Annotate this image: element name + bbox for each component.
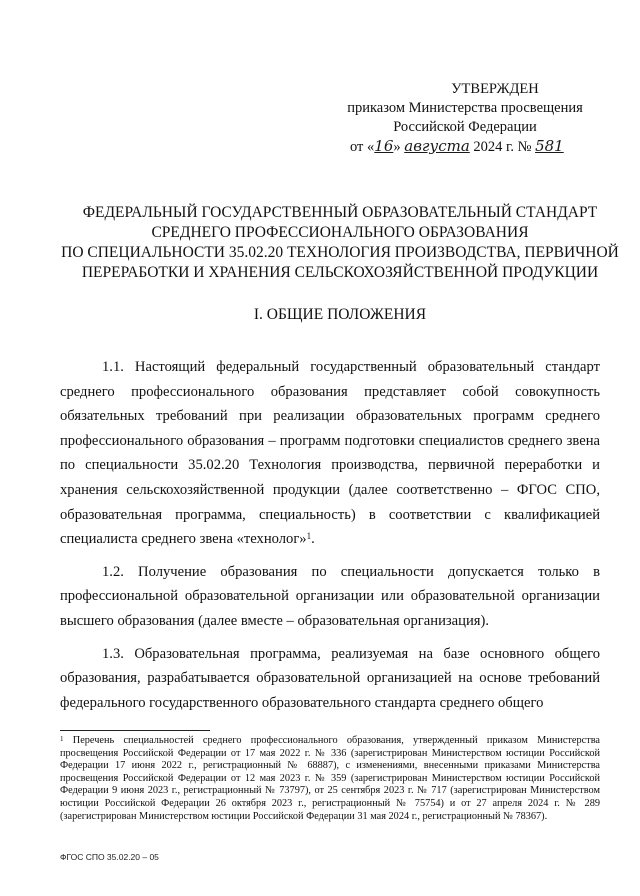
approval-block [330,80,600,157]
paragraph-1-3: 1.3. Образовательная программа, реализуемая на базе основного общего образования, разрабатывается образовательной организацией на основе требований федерального государственного образовательного стандарта среднего общего [60,645,600,711]
approval-date-line [330,137,600,157]
title-line-2: СРЕДНЕГО ПРОФЕССИОНАЛЬНОГО ОБРАЗОВАНИЯ [151,224,529,241]
footnote-reference[interactable]: 1 [306,531,312,542]
paragraph-1-1-end: . [311,531,315,548]
paragraph-1-2: 1.2. Получение образования по специальности допускается только в профессиональной образовательной организации или образовательной организации высшего образования (далее вместе – образовательная организация). [60,563,600,629]
date-prefix: от « [350,139,375,155]
handwritten-month: августа [404,137,470,155]
footnote-marker: 1 [60,735,64,743]
page-footer: ФГОС СПО 35.02.20 – 05 [60,852,159,862]
date-mid: » [393,139,405,155]
paragraph-1-1-text: 1.1. Настоящий федеральный государственный образовательный стандарт среднего профессионального образования представляет собой совокупность обязательных требований при реализации образовательных программ среднего профессионального образования – программ подготовки специалистов среднего звена по специальности 35.02.20 Технология производства, первичной переработки и хранения сельскохозяйственной продукции (далее соответственно – ФГОС СПО, образовательная программа, специальность) в соответствии с квалификацией специалиста среднего звена «технолог» [60,359,600,548]
approval-title: УТВЕРЖДЕН [451,81,539,97]
title-line-4: ПЕРЕРАБОТКИ И ХРАНЕНИЯ СЕЛЬСКОХОЗЯЙСТВЕННОЙ ПРОДУКЦИИ [81,264,599,281]
approval-line-ministry: приказом Министерства просвещения [347,100,583,116]
paragraph-1-1 [60,355,600,552]
footnote-text: Перечень специальностей среднего профессионального образования, утвержденный приказом Министерства просвещения Российской Федерации от 17 мая 2022 г. № 336 (зарегистрирован Министерством юстиции Российской Федерации 17 июня 2022 г., регистрационный № 68887), с изменениями, внесенными приказами Министерства просвещения Российской Федерации от 12 мая 2023 г. № 359 (зарегистрирован Министерством юстиции Российской Федерации 9 июня 2023 г., регистрационный № 73797), от 25 сентября 2023 г. № 717 (зарегистрирован Министерством юстиции Российской Федерации 26 октября 2023 г., регистрационный № 75754) и от 27 апреля 2024 г. № 289 (зарегистрирован Министерством юстиции Российской Федерации 31 мая 2024 г., регистрационный № 78367). [60,735,601,822]
section-heading: I. ОБЩИЕ ПОЛОЖЕНИЯ [253,306,427,323]
document-title [60,203,620,283]
approval-line-country: Российской Федерации [393,119,537,135]
date-year-suffix: 2024 г. № [469,139,536,155]
handwritten-order-number: 581 [535,137,564,155]
footnote [60,735,600,823]
body-text [60,355,600,723]
title-line-3: ПО СПЕЦИАЛЬНОСТИ 35.02.20 ТЕХНОЛОГИЯ ПРОИЗВОДСТВА, ПЕРВИЧНОЙ [61,244,619,261]
title-line-1: ФЕДЕРАЛЬНЫЙ ГОСУДАРСТВЕННЫЙ ОБРАЗОВАТЕЛЬНЫЙ СТАНДАРТ [82,204,598,221]
handwritten-day: 16 [374,137,394,155]
footnote-divider [60,730,210,731]
